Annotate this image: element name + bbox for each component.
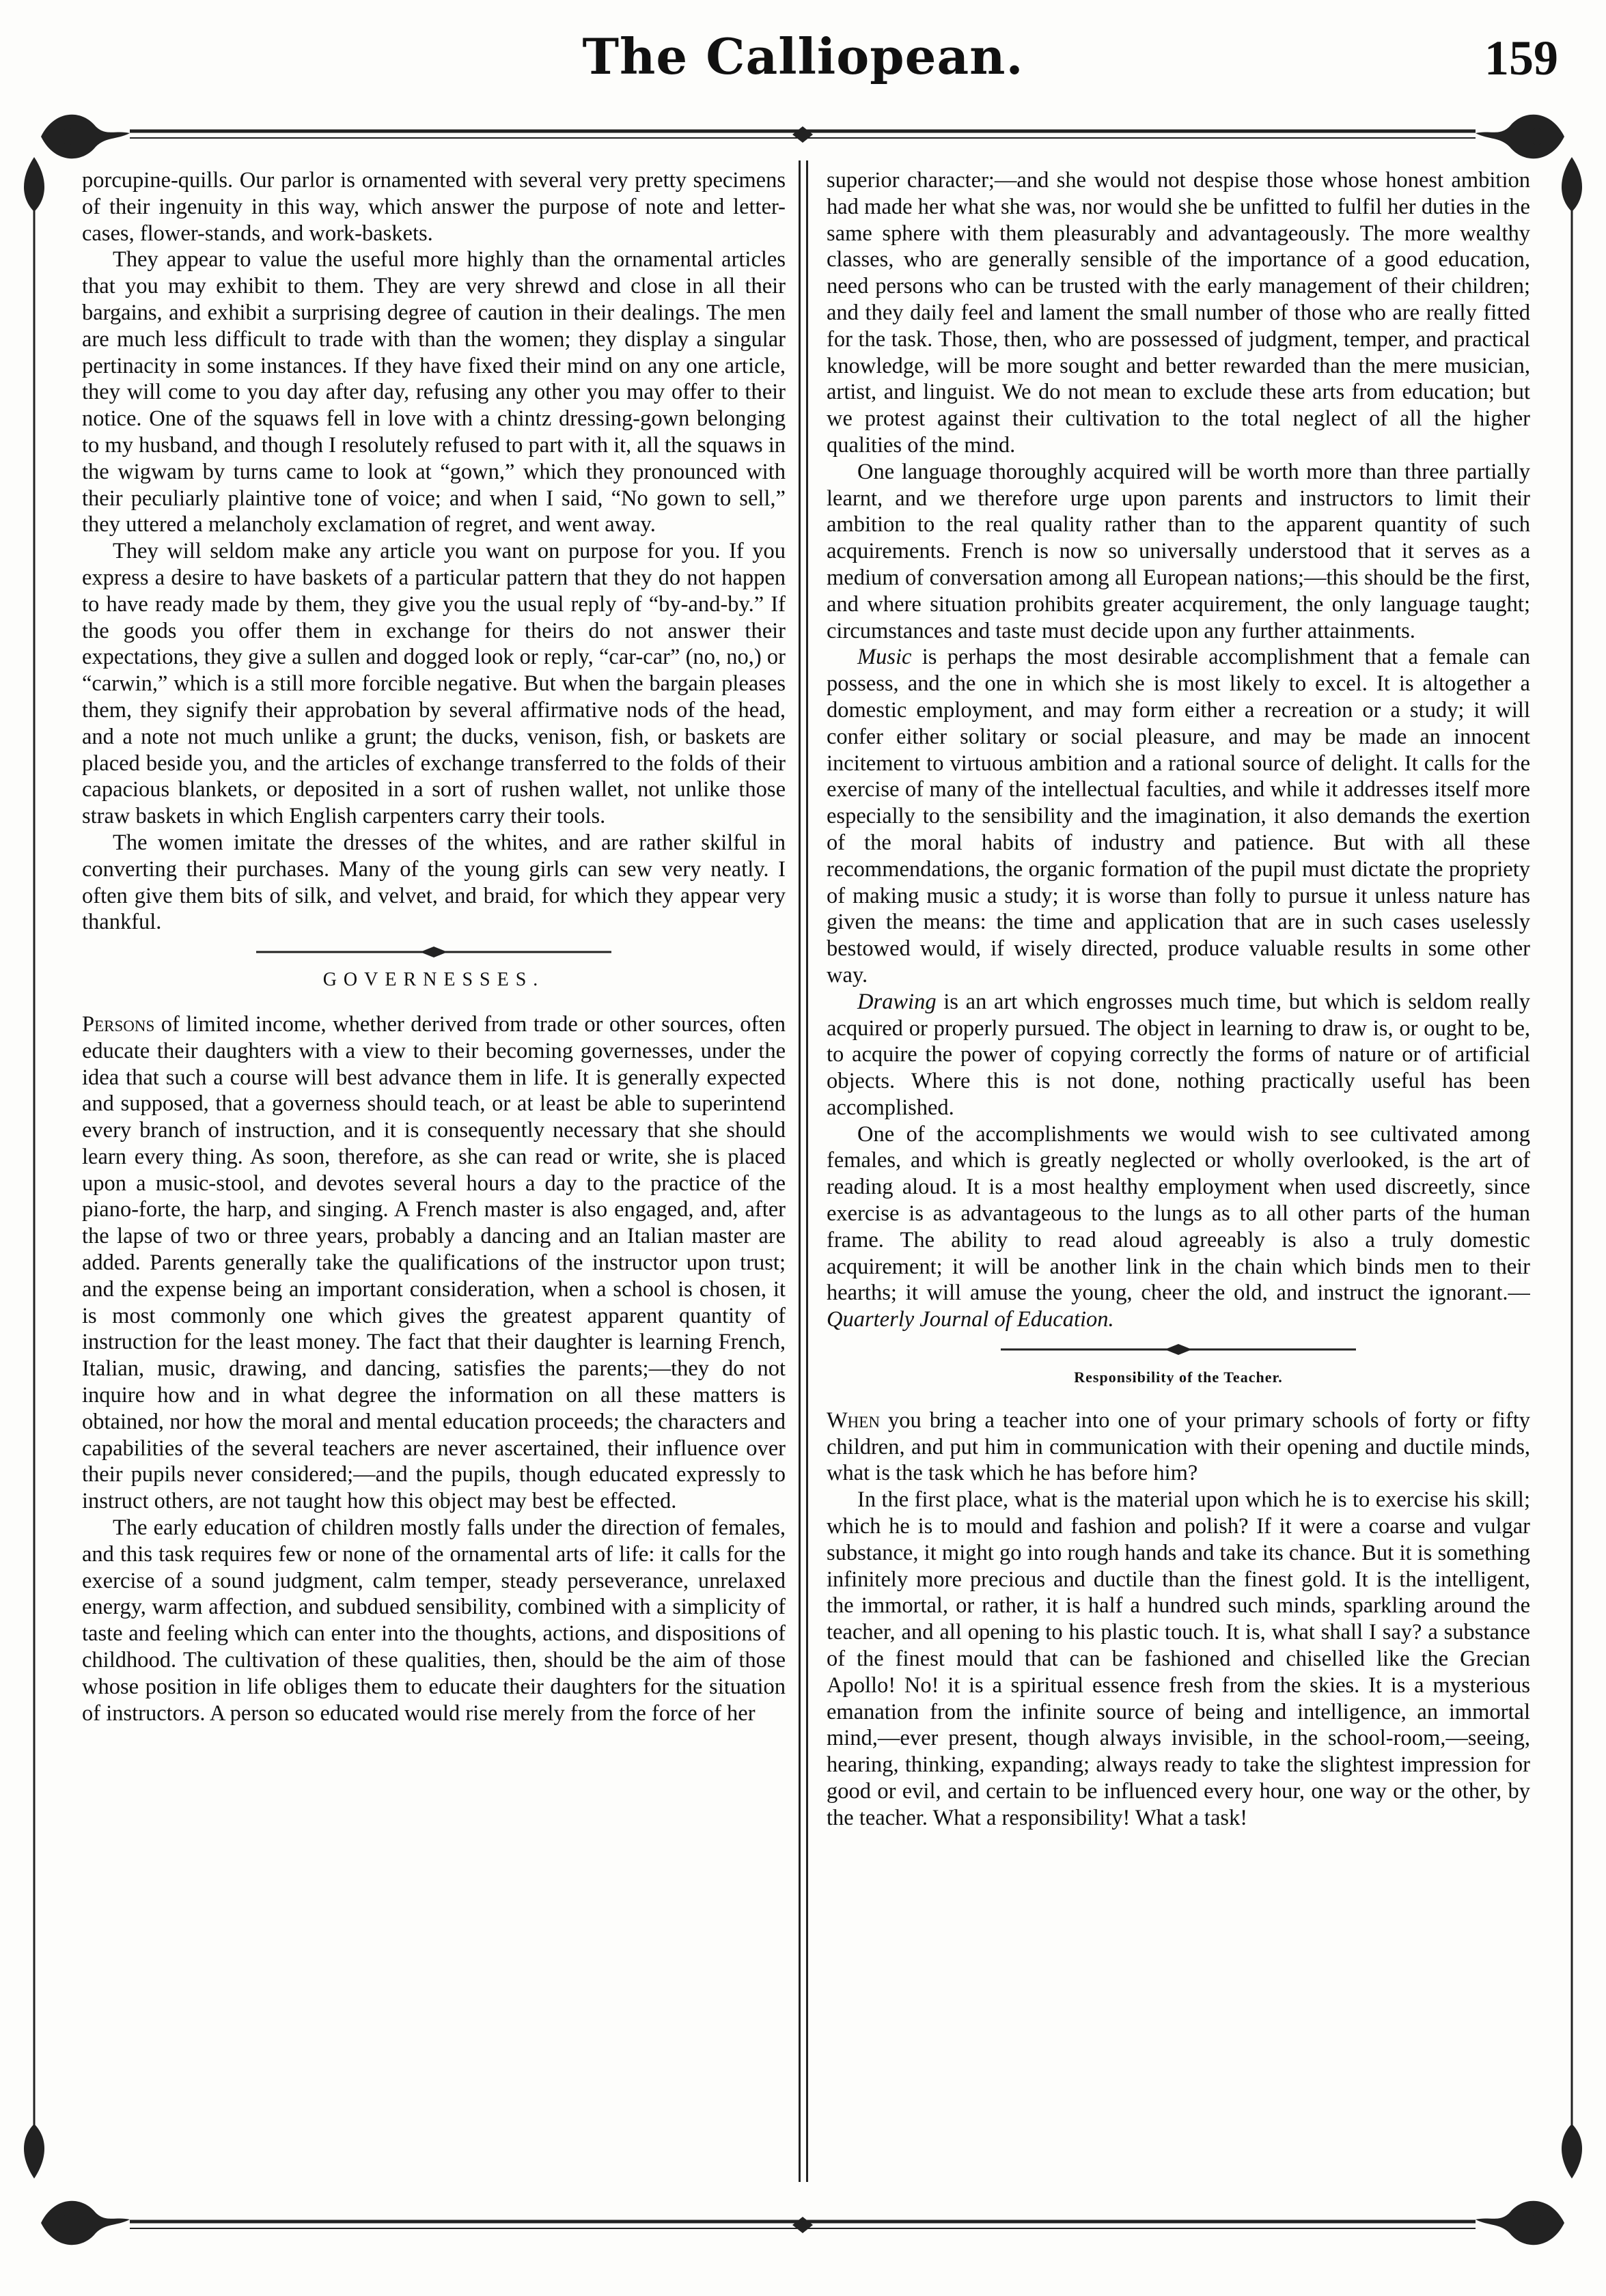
attribution: Quarterly Journal of Education. [827,1307,1114,1332]
paragraph: The early education of children mostly falls under the direction of females, and this task requires few or none of the ornamental arts of life: it calls for the exercise of a sound judgment, calm temper, steady perseverance, unrelaxed energy, warm affection, and subdued sensibility, combined with a simplicity of taste and feeling which can enter into the thoughts, actions, and dispositions of childhood. The cultivation of these qualities, then, should be the aim of those whose position in life obliges them to educate their daughters for the situation of instructors. A person so educated would rise merely from the force of her [82,1515,786,1726]
lead-word: Drawing [857,989,937,1014]
paragraph: In the first place, what is the material upon which he is to exercise his skill; which he is to mould and fashion and polish? If it were a coarse and vulgar substance, it might go into rough hands and take its chance. But it is something infinitely more precious and ductile than the finest gold. It is the intelligent, the immortal, or rather, it is half a hundred such minds, sparkling around the teacher, and all opening to his plastic touch. It is, what shall I say? a substance of the finest mould that can be fashioned and chiselled like the Grecian Apollo! No! it is a spiritual essence fresh from the skies. It is a mysterious emanation from the infinite source of being and intelligence, an immortal mind,—ever present, though always invisible, in the school-room,—seeing, hearing, thinking, expanding; always ready to take the slightest impression for good or evil, and certain to be influenced every hour, one way or the other, by the teacher. What a responsibility! What a task! [827,1487,1530,1830]
paragraph-text: is perhaps the most desirable accomplishment that a female can possess, and the one in which she is most likely to excel. It is altogether a domestic employment, and may form either a recreation or a study; it will confer either solitary or social pleasure, and may be made an innocent incitement to virtuous ambition and a rational source of delight. It calls for the exercise of many of the intellectual faculties, and while it addresses itself more especially to the sensibility and the imagination, it also demands the exertion of the moral habits of industry and patience. But with all these recommendations, the organic formation of the pupil must dictate the propriety of making music a study; it is worse than folly to pursue it unless nature has given the means: the time and application that are in such cases uselessly bestowed would, if wisely directed, produce valuable results in some other way. [827,645,1530,988]
paragraph: One language thoroughly acquired will be worth more than three partially learnt, and we therefore urge upon parents and instructors to limit their ambition to the real quality rather than to the apparent quantity of such acquirements. French is now so universally understood that it serves as a medium of conversation among all European nations;—this should be the first, and where situation prohibits greater acquirement, the only language taught; circumstances and taste must decide upon any further attainments. [827,459,1530,643]
lead-word: When [827,1408,880,1433]
left-ornament-border [20,157,48,2179]
page-number: 159 [1484,31,1558,85]
lead-word: Persons [82,1011,155,1037]
paragraph [827,989,1530,1121]
paragraph [82,1011,786,1515]
column-divider [799,160,808,2182]
paragraph-text: is an art which engrosses much time, but which is seldom really acquired or properly pursued. The object in learning to draw is, or ought to be, to acquire the power of copying correctly the forms of nature or of artificial objects. Where this is not done, nothing practically useful has been accomplished. [827,989,1530,1120]
section-separator [1001,1343,1356,1356]
running-title: The Calliopean. [582,27,1024,85]
paragraph [827,644,1530,988]
paragraph: The women imitate the dresses of the whites, and are rather skilful in converting their purchases. Many of the young girls can sew very neatly. I often give them bits of silk, and velvet, and braid, for which they appear very thankful. [82,830,786,935]
right-column [827,167,1530,2179]
paragraph: They will seldom make any article you want on purpose for you. If you express a desire to have baskets of a particular pattern that they do not happen to have ready made by them, they give you the usual reply of “by-and-by.” If the goods you offer them in exchange for theirs do not answer their expectations, they give a sullen and dogged look or reply, “car-car” (no, no,) or “carwin,” which is a still more forcible negative. But when the bargain pleases them, they signify their approbation by several affirmative nods of the head, and a note not much unlike a grunt; the ducks, venison, fish, or baskets are placed beside you, and the articles of exchange transferred to the folds of their capacious blankets, or deposited in a sort of rushen wallet, not unlike those straw baskets in which English carpenters carry their tools. [82,539,786,829]
paragraph [827,1121,1530,1333]
paragraph [827,1408,1530,1487]
bottom-ornament-border [27,2182,1578,2264]
paragraph-text: you bring a teacher into one of your primary schools of forty or fifty children, and put him in communication with their opening and ductile minds, what is the task which he has before him? [827,1408,1530,1486]
section-title: Responsibility of the Teacher. [1074,1369,1283,1386]
paragraph: porcupine-quills. Our parlor is ornamented with several very pretty specimens of their ingenuity in this way, which answer the purpose of note and letter-cases, flower-stands, and work-baskets. [82,168,786,246]
paragraph-text: of limited income, whether derived from trade or other sources, often educate their daughters with a view to their becoming governesses, under the idea that such a course will best advance them in life. It is generally expected and supposed, that a governess should teach, or at least be able to superintend every branch of instruction, and it is consequently necessary that she should learn every thing. As soon, therefore, as she can read or write, she is placed upon a music-stool, and devotes several hours a day to the practice of the piano-forte, the harp, and singing. A French master is also engaged, and, after the lapse of two or three years, probably a dancing and an Italian master are added. Parents generally take the qualifications of the instructor upon trust; and the expense being an important consideration, when a school is chosen, it is most commonly one which gives the greatest apparent quantity of instruction for the least money. The fact that their daughter is learning French, Italian, music, drawing, and dancing, satisfies the parents;—they do not inquire how and in what degree the information on all these matters is obtained, nor how the moral and mental education proceeds; the characters and capabilities of the several teachers are never ascertained, their influence over their pupils never considered;—and the pupils, though educated expressly to instruct others, are not taught how this object may best be effected. [82,1011,786,1514]
section-title: GOVERNESSES. [322,969,545,991]
lead-word: Music [857,645,912,670]
section-separator [256,945,611,959]
paragraph-text: One of the accomplishments we would wish to see cultivated among females, and which is greatly neglected or wholly overlooked, is the art of reading aloud. It is a most healthy employment when used discreetly, since exercise is as advantageous to the lungs as to all other parts of the human frame. The ability to read aloud agreeably is also a truly domestic acquirement; it will be another link in the chain which binds men to their hearths; it will amuse the young, cheer the old, and instruct the ignorant.— [827,1121,1530,1306]
paragraph: superior character;—and she would not despise those whose honest ambition had made her what she was, nor would she be unfitted to fulfil her duties in the same sphere with them pleasurably and advantageously. The more wealthy classes, who are generally sensible of the importance of a good education, need persons who can be trusted with the early management of their children; and they daily feel and lament the small number of those who are really fitted for the task. Those, then, who are possessed of judgment, temper, and practical knowledge, will be more sought and better rewarded than the mere musician, artist, and linguist. We do not mean to exclude these arts from education; but we protest against their cultivation to the total neglect of all the higher qualities of the mind. [827,168,1530,458]
right-ornament-border [1558,157,1586,2179]
paragraph: They appear to value the useful more highly than the ornamental articles that you may exhibit to them. They are very shrewd and close in all their bargains, and exhibit a surprising degree of caution in their dealings. The men are much less difficult to trade with than the women; they display a singular pertinacity in some instances. If they have fixed their mind on any one article, they will come to you day after day, refusing any other you may offer to their notice. One of the squaws fell in love with a chintz dressing-gown belonging to my husband, and though I resolutely refused to part with it, all the squaws in the wigwam by turns came to look at “gown,” which they pronounced with their peculiarly plaintive tone of voice; and when I said, “No gown to sell,” they uttered a melancholy exclamation of regret, and went away. [82,247,786,537]
left-column [82,167,786,2179]
